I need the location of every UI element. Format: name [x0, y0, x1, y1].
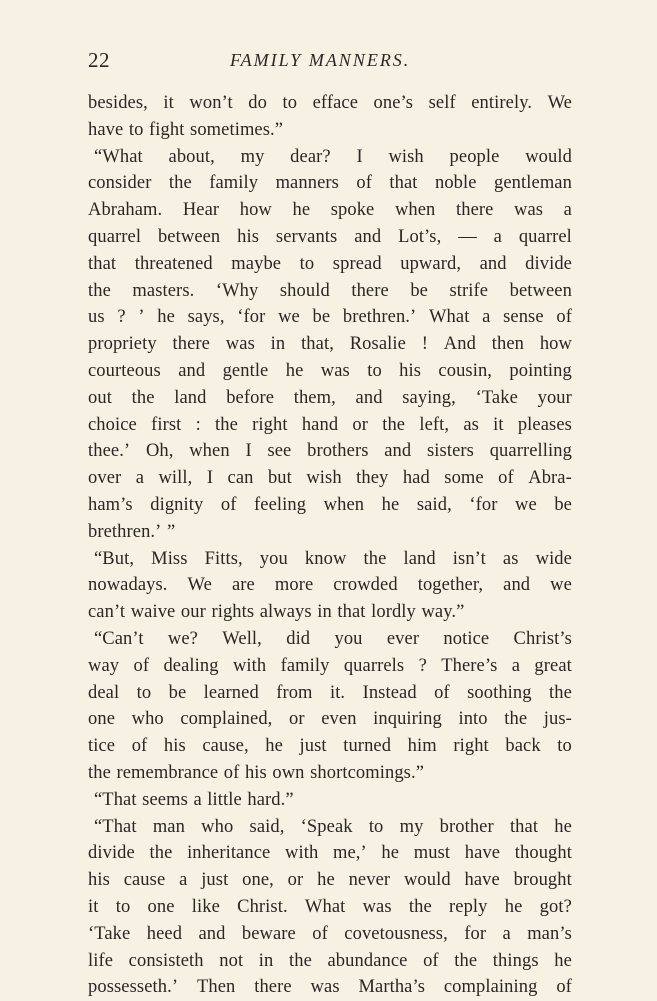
text-line: “What about, my dear? I wish people would: [94, 146, 572, 167]
text-line: over a will, I can but wish they had some of Abra-: [88, 468, 572, 489]
text-line: propriety there was in that, Rosalie ! And then how: [88, 334, 572, 355]
text-line: his cause a just one, or he never would have brought: [88, 870, 572, 891]
running-head: FAMILY MANNERS.: [230, 50, 411, 70]
text-line: way of dealing with family quarrels ? There’s a great: [88, 655, 572, 676]
page-number: 22: [88, 48, 110, 72]
text-line: possesseth.’ Then there was Martha’s complaining of: [88, 977, 572, 998]
text-line: the masters. ‘Why should there be strife between: [88, 280, 572, 301]
text-line: deal to be learned from it. Instead of soothing the: [88, 682, 572, 703]
text-line: ‘Take heed and beware of covetousness, for a man’s: [88, 923, 572, 944]
text-line: tice of his cause, he just turned him right back to: [88, 736, 572, 757]
text-line: divide the inheritance with me,’ he must have thought: [88, 843, 572, 864]
page-header: [88, 44, 572, 76]
text-line: nowadays. We are more crowded together, and we: [88, 575, 572, 596]
text-line: choice first : the right hand or the left, as it pleases: [88, 414, 572, 435]
text-line: consider the family manners of that noble gentleman: [88, 173, 572, 194]
text-line: can’t waive our rights always in that lordly way.”: [88, 602, 465, 623]
text-line: “That man who said, ‘Speak to my brother that he: [94, 816, 572, 837]
text-line: “But, Miss Fitts, you know the land isn’t as wide: [94, 548, 572, 569]
text-line: us ? ’ he says, ‘for we be brethren.’ What a sense of: [88, 307, 572, 328]
text-line: quarrel between his servants and Lot’s, — a quarrel: [88, 226, 572, 247]
text-line: it to one like Christ. What was the reply he got?: [88, 896, 572, 917]
text-line: courteous and gentle he was to his cousin, pointing: [88, 360, 572, 381]
text-line: brethren.’ ”: [88, 521, 176, 542]
text-line: thee.’ Oh, when I see brothers and sisters quarrelling: [88, 441, 572, 462]
text-line: one who complained, or even inquiring into the jus-: [88, 709, 572, 730]
text-line: have to fight sometimes.”: [88, 119, 284, 140]
text-line: besides, it won’t do to efface one’s self entirely. We: [88, 93, 572, 113]
text-line: “That seems a little hard.”: [94, 789, 294, 810]
text-line: “Can’t we? Well, did you ever notice Christ’s: [94, 628, 572, 649]
text-line: life consisteth not in the abundance of the things he: [88, 950, 572, 971]
text-line: that threatened maybe to spread upward, and divide: [88, 253, 572, 274]
text-line: ham’s dignity of feeling when he said, ‘for we be: [88, 494, 572, 515]
text-line: Abraham. Hear how he spoke when there was a: [88, 200, 572, 221]
text-line: the remembrance of his own shortcomings.”: [88, 762, 425, 783]
body-text: [88, 90, 572, 1001]
text-line: out the land before them, and saying, ‘Take your: [88, 387, 572, 408]
